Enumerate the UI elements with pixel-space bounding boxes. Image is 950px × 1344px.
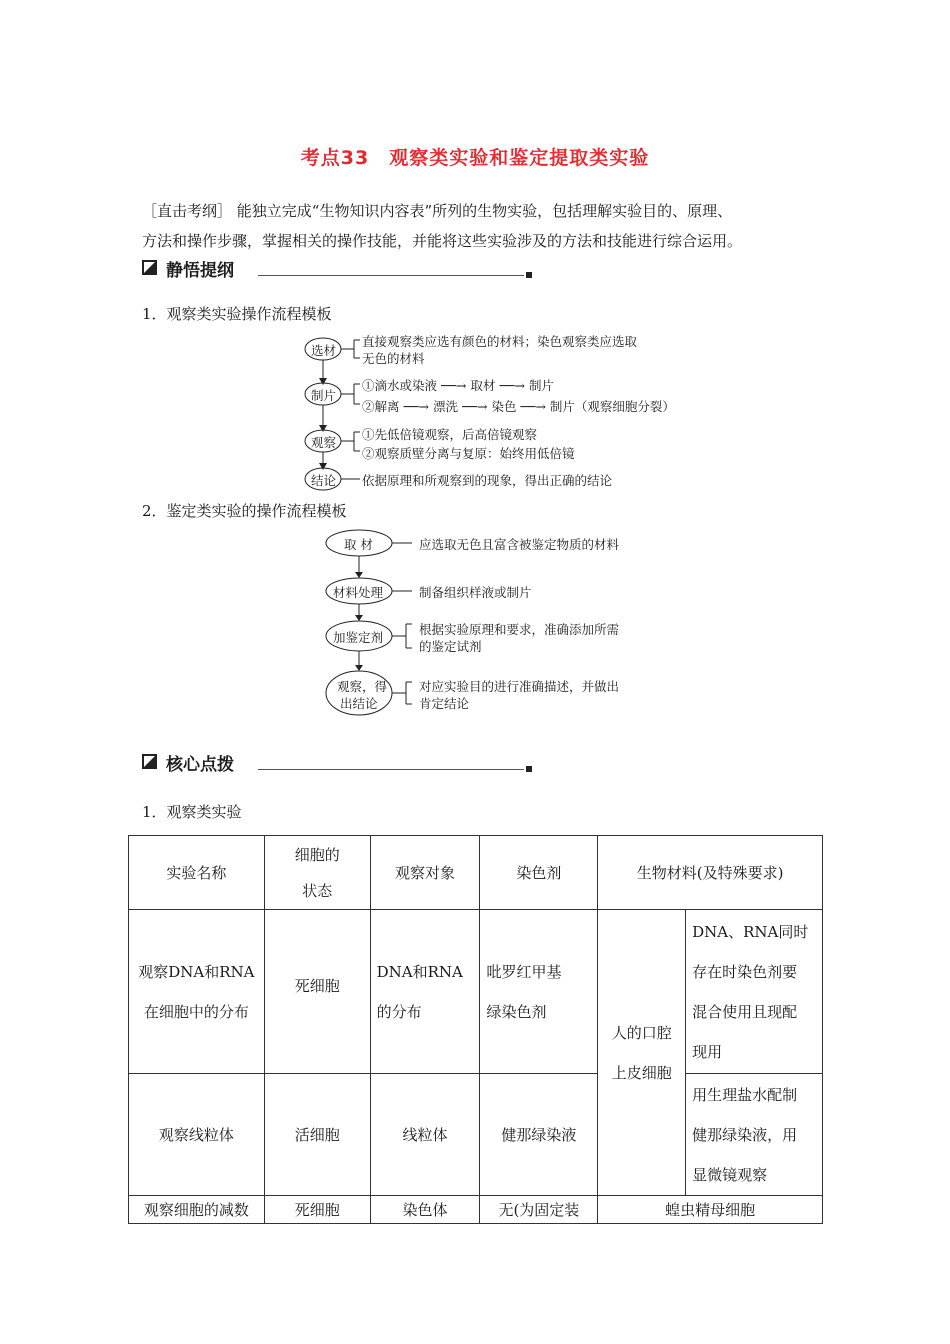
section-heading-outline (142, 256, 532, 280)
flow-label-select: 选材 (311, 343, 337, 358)
flow2-text-process: 制备组织样液或制片 (419, 585, 532, 600)
outline-item-1: 1．观察类实验操作流程模板 (142, 305, 332, 323)
table-cell (686, 1074, 823, 1196)
header-cell: 实验名称 (129, 836, 265, 910)
cell-line: 人的口腔 (611, 1023, 672, 1042)
cell-line: 存在时染色剂要 (692, 962, 798, 981)
header-cell-line: 状态 (302, 881, 333, 900)
section-title: 静悟提纲 (166, 261, 234, 281)
cell-line: DNA和RNA (376, 962, 463, 981)
syllabus-paragraph (142, 196, 822, 256)
table-cell-shared-material (598, 910, 686, 1196)
table-header-row (129, 836, 823, 910)
core-item-1: 1．观察类实验 (142, 803, 242, 821)
page-title: 考点33 观察类实验和鉴定提取类实验 (300, 147, 650, 169)
table-cell (480, 910, 598, 1074)
cell-line: 用生理盐水配制 (692, 1085, 798, 1104)
outline-item-2: 2．鉴定类实验的操作流程模板 (142, 502, 347, 520)
flow-label-observe: 观察 (311, 435, 337, 450)
flow2-text-reagent-1: 根据实验原理和要求，准确添加所需 (419, 622, 620, 637)
section-end-marker (526, 766, 532, 772)
table-cell (370, 910, 480, 1074)
cell-line: 绿染色剂 (486, 1002, 547, 1021)
table-cell: 观察细胞的减数 (129, 1196, 265, 1224)
table-cell: 活细胞 (264, 1074, 370, 1196)
cell-line: 显微镜观察 (692, 1165, 768, 1184)
section-rule (258, 275, 524, 276)
cell-line: 在细胞中的分布 (143, 1002, 249, 1021)
table-cell: 无(为固定装 (480, 1196, 598, 1224)
table-cell: 观察线粒体 (129, 1074, 265, 1196)
flow2-text-observe-2: 肯定结论 (419, 696, 470, 711)
flow-label-slide: 制片 (311, 388, 337, 403)
flow2-label-reagent: 加鉴定剂 (333, 630, 384, 645)
table-cell (129, 910, 265, 1074)
flow2-text-reagent-2: 的鉴定试剂 (419, 639, 482, 654)
cell-line: 吡罗红甲基 (486, 962, 562, 981)
header-cell (264, 836, 370, 910)
flow-label-conclusion: 结论 (311, 473, 337, 488)
flow-conclusion-text: 依据原理和所观察到的现象，得出正确的结论 (362, 473, 613, 488)
observation-experiments-table (128, 835, 823, 1224)
table-cell: 死细胞 (264, 1196, 370, 1224)
cell-line: 现用 (692, 1042, 723, 1061)
table-cell: 染色体 (370, 1196, 480, 1224)
flow-slide-text-2: ②解离 ──→ 漂洗 ──→ 染色 ──→ 制片（观察细胞分裂） (362, 399, 675, 414)
table-cell: 线粒体 (370, 1074, 480, 1196)
flow-select-text-1: 直接观察类应选有颜色的材料；染色观察类应选取 (362, 334, 638, 349)
flow2-text-observe-1: 对应实验目的进行准确描述，并做出 (419, 679, 620, 694)
syllabus-line-1: ［直击考纲］ 能独立完成“生物知识内容表”所列的生物实验，包括理解实验目的、原理、 (142, 202, 733, 220)
flow2-text-take: 应选取无色且富含被鉴定物质的材料 (419, 537, 620, 552)
cell-line: 上皮细胞 (611, 1063, 672, 1082)
table-row (129, 1196, 823, 1224)
flow-observe-text-2: ②观察质壁分离与复原：始终用低倍镜 (362, 446, 575, 461)
header-cell: 生物材料(及特殊要求) (598, 836, 823, 910)
section-end-marker (526, 272, 532, 278)
section-rule (258, 769, 524, 770)
syllabus-line-2: 方法和操作步骤，掌握相关的操作技能，并能将这些实验涉及的方法和技能进行综合运用。 (142, 232, 743, 250)
table-cell: 蝗虫精母细胞 (598, 1196, 823, 1224)
header-cell-line: 细胞的 (294, 845, 340, 864)
cell-line: 观察DNA和RNA (138, 962, 255, 981)
table-row (129, 910, 823, 1074)
section-marker-icon (142, 754, 157, 769)
flow-observe-text-1: ①先低倍镜观察，后高倍镜观察 (362, 427, 538, 442)
cell-line: 的分布 (376, 1002, 422, 1021)
cell-line: 混合使用且现配 (692, 1002, 798, 1021)
table-cell: 健那绿染液 (480, 1074, 598, 1196)
table-row (129, 1074, 823, 1196)
table-cell: 死细胞 (264, 910, 370, 1074)
header-cell: 观察对象 (370, 836, 480, 910)
flow2-label-observe-b: 出结论 (340, 696, 378, 711)
cell-line: 健那绿染液，用 (692, 1125, 798, 1144)
section-marker-icon (142, 260, 157, 275)
header-cell: 染色剂 (480, 836, 598, 910)
table-cell (686, 910, 823, 1074)
cell-line: DNA、RNA同时 (692, 922, 809, 941)
section-title: 核心点拨 (166, 755, 234, 775)
flow2-label-take: 取 材 (344, 537, 373, 552)
flow2-label-process: 材料处理 (333, 585, 384, 600)
flow2-label-observe-a: 观察，得 (337, 679, 388, 694)
flow-select-text-2: 无色的材料 (362, 351, 425, 366)
section-heading-core (142, 750, 532, 774)
flow-slide-text-1: ①滴水或染液 ──→ 取材 ──→ 制片 (362, 378, 554, 393)
